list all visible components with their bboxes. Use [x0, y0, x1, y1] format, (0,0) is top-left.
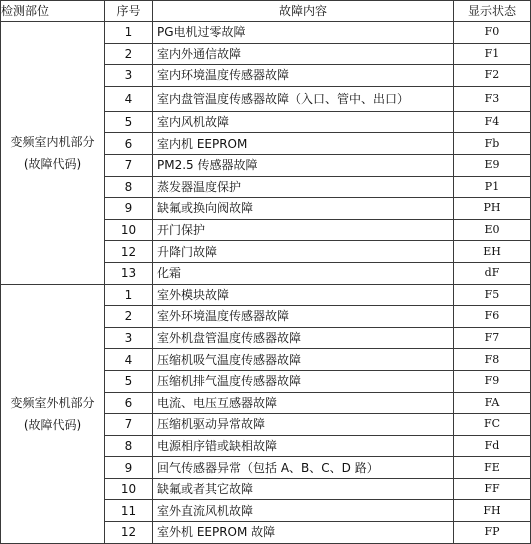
code-cell: FC	[454, 414, 531, 436]
seq-cell: 12	[105, 522, 153, 544]
header-row	[1, 1, 531, 22]
code-cell: Fb	[454, 133, 531, 155]
code-cell: F9	[454, 370, 531, 392]
fault-cell: 电流、电压互感器故障	[153, 392, 454, 414]
seq-cell: 2	[105, 43, 153, 65]
fault-cell: 蒸发器温度保护	[153, 176, 454, 198]
seq-cell: 6	[105, 392, 153, 414]
code-cell: E9	[454, 154, 531, 176]
fault-cell: 升降门故障	[153, 241, 454, 263]
fault-cell: 室内盘管温度传感器故障（入口、管中、出口）	[153, 86, 454, 111]
seq-cell: 5	[105, 370, 153, 392]
seq-cell: 7	[105, 414, 153, 436]
seq-cell: 3	[105, 65, 153, 87]
header-fault: 故障内容	[153, 1, 454, 22]
fault-cell: 压缩机排气温度传感器故障	[153, 370, 454, 392]
code-cell: F0	[454, 22, 531, 44]
seq-cell: 10	[105, 478, 153, 500]
seq-cell: 9	[105, 457, 153, 479]
code-cell: F3	[454, 86, 531, 111]
fault-cell: PG电机过零故障	[153, 22, 454, 44]
location-cell: 变频室内机部分(故障代码)	[1, 22, 105, 285]
fault-cell: 室外直流风机故障	[153, 500, 454, 522]
fault-cell: 电源相序错或缺相故障	[153, 435, 454, 457]
code-cell: F4	[454, 111, 531, 133]
fault-cell: 室内外通信故障	[153, 43, 454, 65]
seq-cell: 4	[105, 349, 153, 371]
code-cell: FA	[454, 392, 531, 414]
code-cell: FP	[454, 522, 531, 544]
seq-cell: 10	[105, 219, 153, 241]
table-header	[1, 1, 531, 22]
code-cell: dF	[454, 262, 531, 284]
fault-cell: 压缩机吸气温度传感器故障	[153, 349, 454, 371]
header-seq: 序号	[105, 1, 153, 22]
seq-cell: 4	[105, 86, 153, 111]
header-code: 显示状态	[454, 1, 531, 22]
fault-cell: 室内环境温度传感器故障	[153, 65, 454, 87]
seq-cell: 11	[105, 500, 153, 522]
fault-cell: 缺氟或换向阀故障	[153, 198, 454, 220]
seq-cell: 5	[105, 111, 153, 133]
fault-cell: 压缩机驱动异常故障	[153, 414, 454, 436]
seq-cell: 13	[105, 262, 153, 284]
fault-cell: 室外环境温度传感器故障	[153, 306, 454, 328]
seq-cell: 1	[105, 284, 153, 306]
code-cell: FF	[454, 478, 531, 500]
code-cell: Fd	[454, 435, 531, 457]
code-cell: FE	[454, 457, 531, 479]
fault-cell: 化霜	[153, 262, 454, 284]
fault-cell: 回气传感器异常（包括 A、B、C、D 路）	[153, 457, 454, 479]
location-cell: 变频室外机部分(故障代码)	[1, 284, 105, 543]
code-cell: P1	[454, 176, 531, 198]
table-row	[1, 22, 531, 44]
fault-cell: 室内风机故障	[153, 111, 454, 133]
fault-cell: 室外模块故障	[153, 284, 454, 306]
fault-cell: 开门保护	[153, 219, 454, 241]
code-cell: PH	[454, 198, 531, 220]
table-body	[1, 22, 531, 544]
fault-cell: PM2.5 传感器故障	[153, 154, 454, 176]
seq-cell: 8	[105, 435, 153, 457]
code-cell: EH	[454, 241, 531, 263]
code-cell: F8	[454, 349, 531, 371]
fault-cell: 室内机 EEPROM	[153, 133, 454, 155]
seq-cell: 7	[105, 154, 153, 176]
table-row	[1, 284, 531, 306]
seq-cell: 3	[105, 327, 153, 349]
header-location: 检测部位	[1, 1, 105, 22]
seq-cell: 2	[105, 306, 153, 328]
code-cell: F2	[454, 65, 531, 87]
code-cell: E0	[454, 219, 531, 241]
seq-cell: 6	[105, 133, 153, 155]
code-cell: F1	[454, 43, 531, 65]
seq-cell: 9	[105, 198, 153, 220]
fault-cell: 室外机盘管温度传感器故障	[153, 327, 454, 349]
fault-cell: 室外机 EEPROM 故障	[153, 522, 454, 544]
seq-cell: 1	[105, 22, 153, 44]
seq-cell: 12	[105, 241, 153, 263]
code-cell: FH	[454, 500, 531, 522]
code-cell: F6	[454, 306, 531, 328]
code-cell: F5	[454, 284, 531, 306]
seq-cell: 8	[105, 176, 153, 198]
fault-cell: 缺氟或者其它故障	[153, 478, 454, 500]
code-cell: F7	[454, 327, 531, 349]
